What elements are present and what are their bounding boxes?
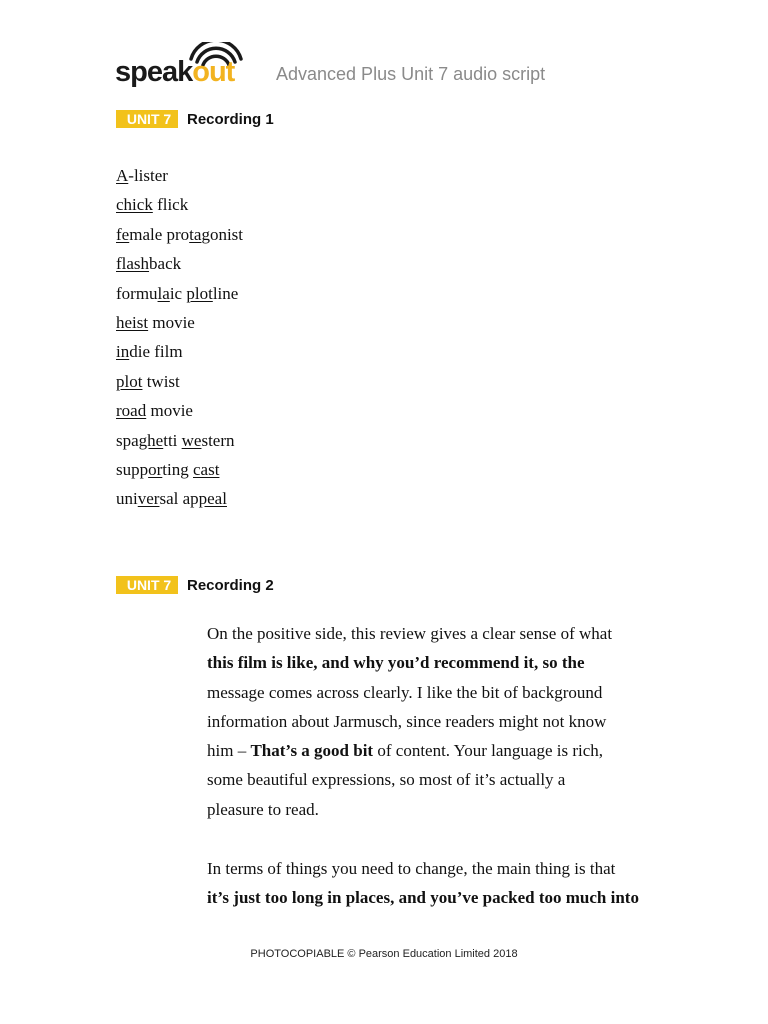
line-text: In terms of things you need to change, the main thing is that	[207, 859, 616, 878]
line-text: information about Jarmusch, since readers might not know	[207, 711, 607, 731]
paragraph-line	[207, 619, 657, 648]
vocab-item	[116, 253, 243, 282]
paragraph-line	[207, 648, 657, 677]
vocab-text: movie	[146, 401, 193, 421]
line-text: On the positive side, this review gives a clear sense of what	[207, 624, 613, 643]
vocab-text: uni	[116, 489, 138, 509]
vocab-item	[116, 341, 243, 370]
stressed-syllable: plot	[186, 283, 213, 303]
paragraph-line	[207, 736, 657, 765]
vocab-text: ic	[169, 283, 187, 303]
stressed-syllable: ta	[189, 224, 202, 244]
unit-badge: UNIT 7	[116, 110, 178, 128]
line-text: him –	[207, 741, 251, 761]
recording-label: Recording 2	[187, 576, 274, 594]
feedback-paragraph-2	[207, 854, 657, 913]
stressed-syllable: ver	[137, 489, 160, 509]
paragraph-line	[207, 765, 657, 794]
vocab-text: spa	[116, 430, 139, 450]
recording-label: Recording 1	[187, 110, 274, 128]
vocab-item	[116, 459, 243, 488]
paragraph-line	[207, 854, 657, 883]
line-text: some beautiful expressions, so most of it’s actually a	[207, 770, 566, 790]
vocab-item	[116, 430, 243, 459]
stressed-syllable: fe	[116, 224, 130, 244]
line-text: of content. Your language is rich,	[373, 741, 604, 761]
logo-out: out	[192, 56, 235, 88]
vocab-text: formu	[116, 283, 158, 303]
vocab-text: movie	[148, 312, 195, 332]
vocab-text: line	[212, 283, 239, 303]
vocab-item	[116, 312, 243, 341]
bold-phrase: this film is like, and why you’d recommend it, so the	[207, 653, 585, 673]
stressed-syllable: plot	[116, 371, 143, 391]
page-subtitle: Advanced Plus Unit 7 audio script	[276, 64, 546, 84]
vocab-text: sal ap	[159, 489, 199, 509]
paragraph-line	[207, 678, 657, 707]
speakout-logo	[115, 42, 270, 88]
stressed-syllable: in	[116, 342, 130, 362]
stressed-syllable: or	[148, 459, 163, 479]
paragraph-line	[207, 707, 657, 736]
stressed-syllable: A	[116, 166, 129, 185]
vocab-item	[116, 283, 243, 312]
stressed-syllable: ghe	[138, 430, 164, 450]
vocab-item	[116, 488, 243, 517]
footer-text: PHOTOCOPIABLE © Pearson Education Limited 2018	[250, 948, 518, 960]
vocab-text: -lister	[128, 166, 168, 185]
vocab-text: twist	[142, 371, 180, 391]
paragraph-line	[207, 883, 657, 912]
stressed-syllable: heist	[116, 312, 149, 332]
vocab-item	[116, 371, 243, 400]
vocab-text: supp	[116, 459, 149, 479]
stressed-syllable: cast	[193, 459, 220, 479]
bold-phrase: That’s a good bit	[250, 741, 374, 761]
vocab-text: gonist	[201, 224, 244, 244]
vocab-text: male pro	[129, 224, 190, 244]
vocab-item	[116, 194, 243, 223]
vocab-text: die film	[129, 342, 183, 362]
logo-speak: speak	[115, 56, 193, 88]
stressed-syllable: we	[181, 430, 202, 450]
recording1-heading	[116, 110, 274, 128]
stressed-syllable: flash	[116, 254, 150, 274]
bold-phrase: it’s just too long in places, and you’ve packed too much into	[207, 888, 639, 908]
stressed-syllable: la	[157, 283, 170, 303]
line-text: message comes across clearly. I like the bit of background	[207, 682, 603, 702]
line-text: pleasure to read.	[207, 799, 319, 819]
vocab-text: stern	[201, 430, 235, 450]
vocab-item	[116, 400, 243, 429]
vocab-text: flick	[152, 195, 189, 215]
vocab-text: ting	[162, 459, 193, 479]
vocab-item	[116, 224, 243, 253]
vocab-text: back	[149, 254, 182, 274]
stressed-syllable: peal	[198, 489, 227, 509]
vocab-text: tti	[163, 430, 182, 450]
recording2-heading	[116, 576, 274, 594]
copyright-footer	[0, 948, 768, 960]
vocabulary-list	[116, 165, 243, 518]
unit-badge: UNIT 7	[116, 576, 178, 594]
stressed-syllable: road	[116, 401, 147, 421]
feedback-paragraph-1	[207, 619, 657, 824]
vocab-item	[116, 165, 243, 194]
paragraph-line	[207, 795, 657, 824]
stressed-syllable: chick	[116, 195, 153, 215]
